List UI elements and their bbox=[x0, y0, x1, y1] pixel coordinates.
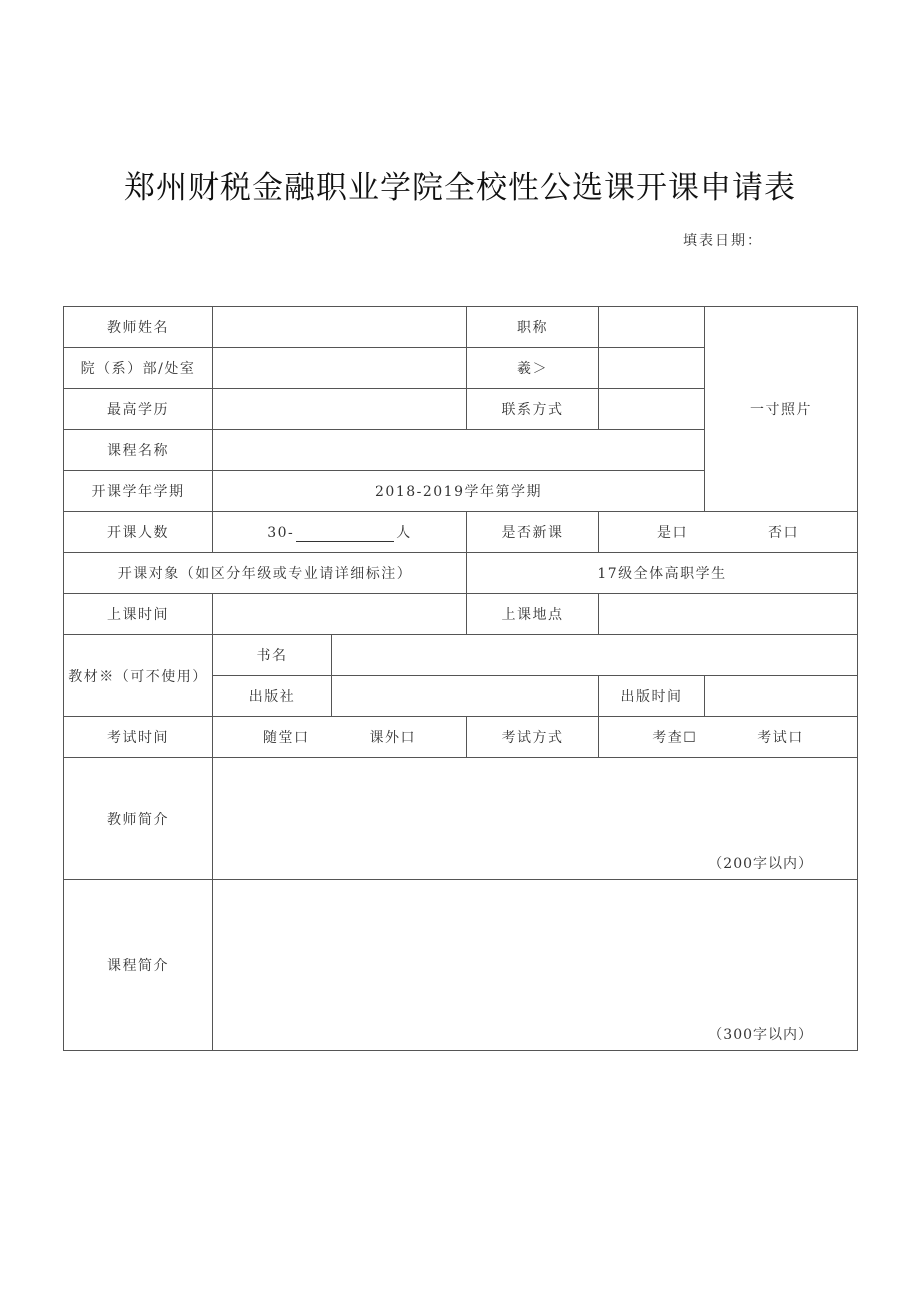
education-label: 最高学历 bbox=[64, 389, 213, 430]
target-label: 开课对象（如区分年级或专业请详细标注） bbox=[64, 553, 467, 594]
publisher-field[interactable] bbox=[332, 676, 599, 717]
exam-test-checkbox[interactable]: 考试口 bbox=[757, 730, 804, 746]
table-row bbox=[64, 635, 858, 676]
photo-box[interactable]: 一寸照片 bbox=[705, 307, 858, 512]
course-intro-note: （300字以内） bbox=[708, 1027, 814, 1043]
textbook-label: 教材※（可不使用） bbox=[64, 635, 213, 717]
enrollment-field[interactable] bbox=[213, 512, 467, 553]
course-name-field[interactable] bbox=[213, 430, 705, 471]
exam-check-checkbox[interactable]: 考查☐ bbox=[652, 730, 698, 746]
book-name-field[interactable] bbox=[332, 635, 858, 676]
exam-time-label: 考试时间 bbox=[64, 717, 213, 758]
row2-middle-field[interactable] bbox=[599, 348, 705, 389]
table-row bbox=[64, 758, 858, 880]
exam-method-options bbox=[599, 717, 858, 758]
class-time-label: 上课时间 bbox=[64, 594, 213, 635]
page-title: 郑州财税金融职业学院全校性公选课开课申请表 bbox=[124, 170, 796, 206]
teacher-intro-label: 教师简介 bbox=[64, 758, 213, 880]
course-intro-field[interactable] bbox=[213, 880, 858, 1051]
publish-date-field[interactable] bbox=[705, 676, 858, 717]
enrollment-label: 开课人数 bbox=[64, 512, 213, 553]
enrollment-unit: 人 bbox=[396, 525, 412, 541]
class-location-field[interactable] bbox=[599, 594, 858, 635]
teacher-name-label: 教师姓名 bbox=[64, 307, 213, 348]
new-course-label: 是否新课 bbox=[467, 512, 599, 553]
exam-method-label: 考试方式 bbox=[467, 717, 599, 758]
teacher-intro-field[interactable] bbox=[213, 758, 858, 880]
teacher-name-field[interactable] bbox=[213, 307, 467, 348]
row2-middle-label: 羲＞ bbox=[467, 348, 599, 389]
department-label: 院（系）部/处室 bbox=[64, 348, 213, 389]
semester-label: 开课学年学期 bbox=[64, 471, 213, 512]
job-title-field[interactable] bbox=[599, 307, 705, 348]
contact-field[interactable] bbox=[599, 389, 705, 430]
table-row bbox=[64, 512, 858, 553]
education-field[interactable] bbox=[213, 389, 467, 430]
course-intro-label: 课程简介 bbox=[64, 880, 213, 1051]
table-row bbox=[64, 553, 858, 594]
table-row bbox=[64, 594, 858, 635]
class-time-field[interactable] bbox=[213, 594, 467, 635]
table-row bbox=[64, 717, 858, 758]
publish-date-label: 出版时间 bbox=[599, 676, 705, 717]
exam-outside-class-checkbox[interactable]: 课外口 bbox=[369, 730, 416, 746]
department-field[interactable] bbox=[213, 348, 467, 389]
contact-label: 联系方式 bbox=[467, 389, 599, 430]
yes-checkbox[interactable]: 是口 bbox=[657, 525, 689, 541]
no-checkbox[interactable]: 否口 bbox=[768, 525, 800, 541]
exam-in-class-checkbox[interactable]: 随堂口 bbox=[263, 730, 310, 746]
new-course-options bbox=[599, 512, 858, 553]
semester-value[interactable]: 2018-2019学年第学期 bbox=[213, 471, 705, 512]
teacher-intro-note: （200字以内） bbox=[708, 856, 814, 872]
target-value[interactable]: 17级全体高职学生 bbox=[467, 553, 858, 594]
enrollment-blank[interactable] bbox=[296, 525, 394, 542]
fill-date-label: 填表日期： bbox=[683, 233, 763, 249]
enrollment-prefix: 30- bbox=[267, 525, 295, 541]
course-name-label: 课程名称 bbox=[64, 430, 213, 471]
book-name-label: 书名 bbox=[213, 635, 332, 676]
job-title-label: 职称 bbox=[467, 307, 599, 348]
application-form-table bbox=[63, 306, 858, 1051]
exam-time-options bbox=[213, 717, 467, 758]
table-row bbox=[64, 307, 858, 348]
table-row bbox=[64, 880, 858, 1051]
class-location-label: 上课地点 bbox=[467, 594, 599, 635]
publisher-label: 出版社 bbox=[213, 676, 332, 717]
